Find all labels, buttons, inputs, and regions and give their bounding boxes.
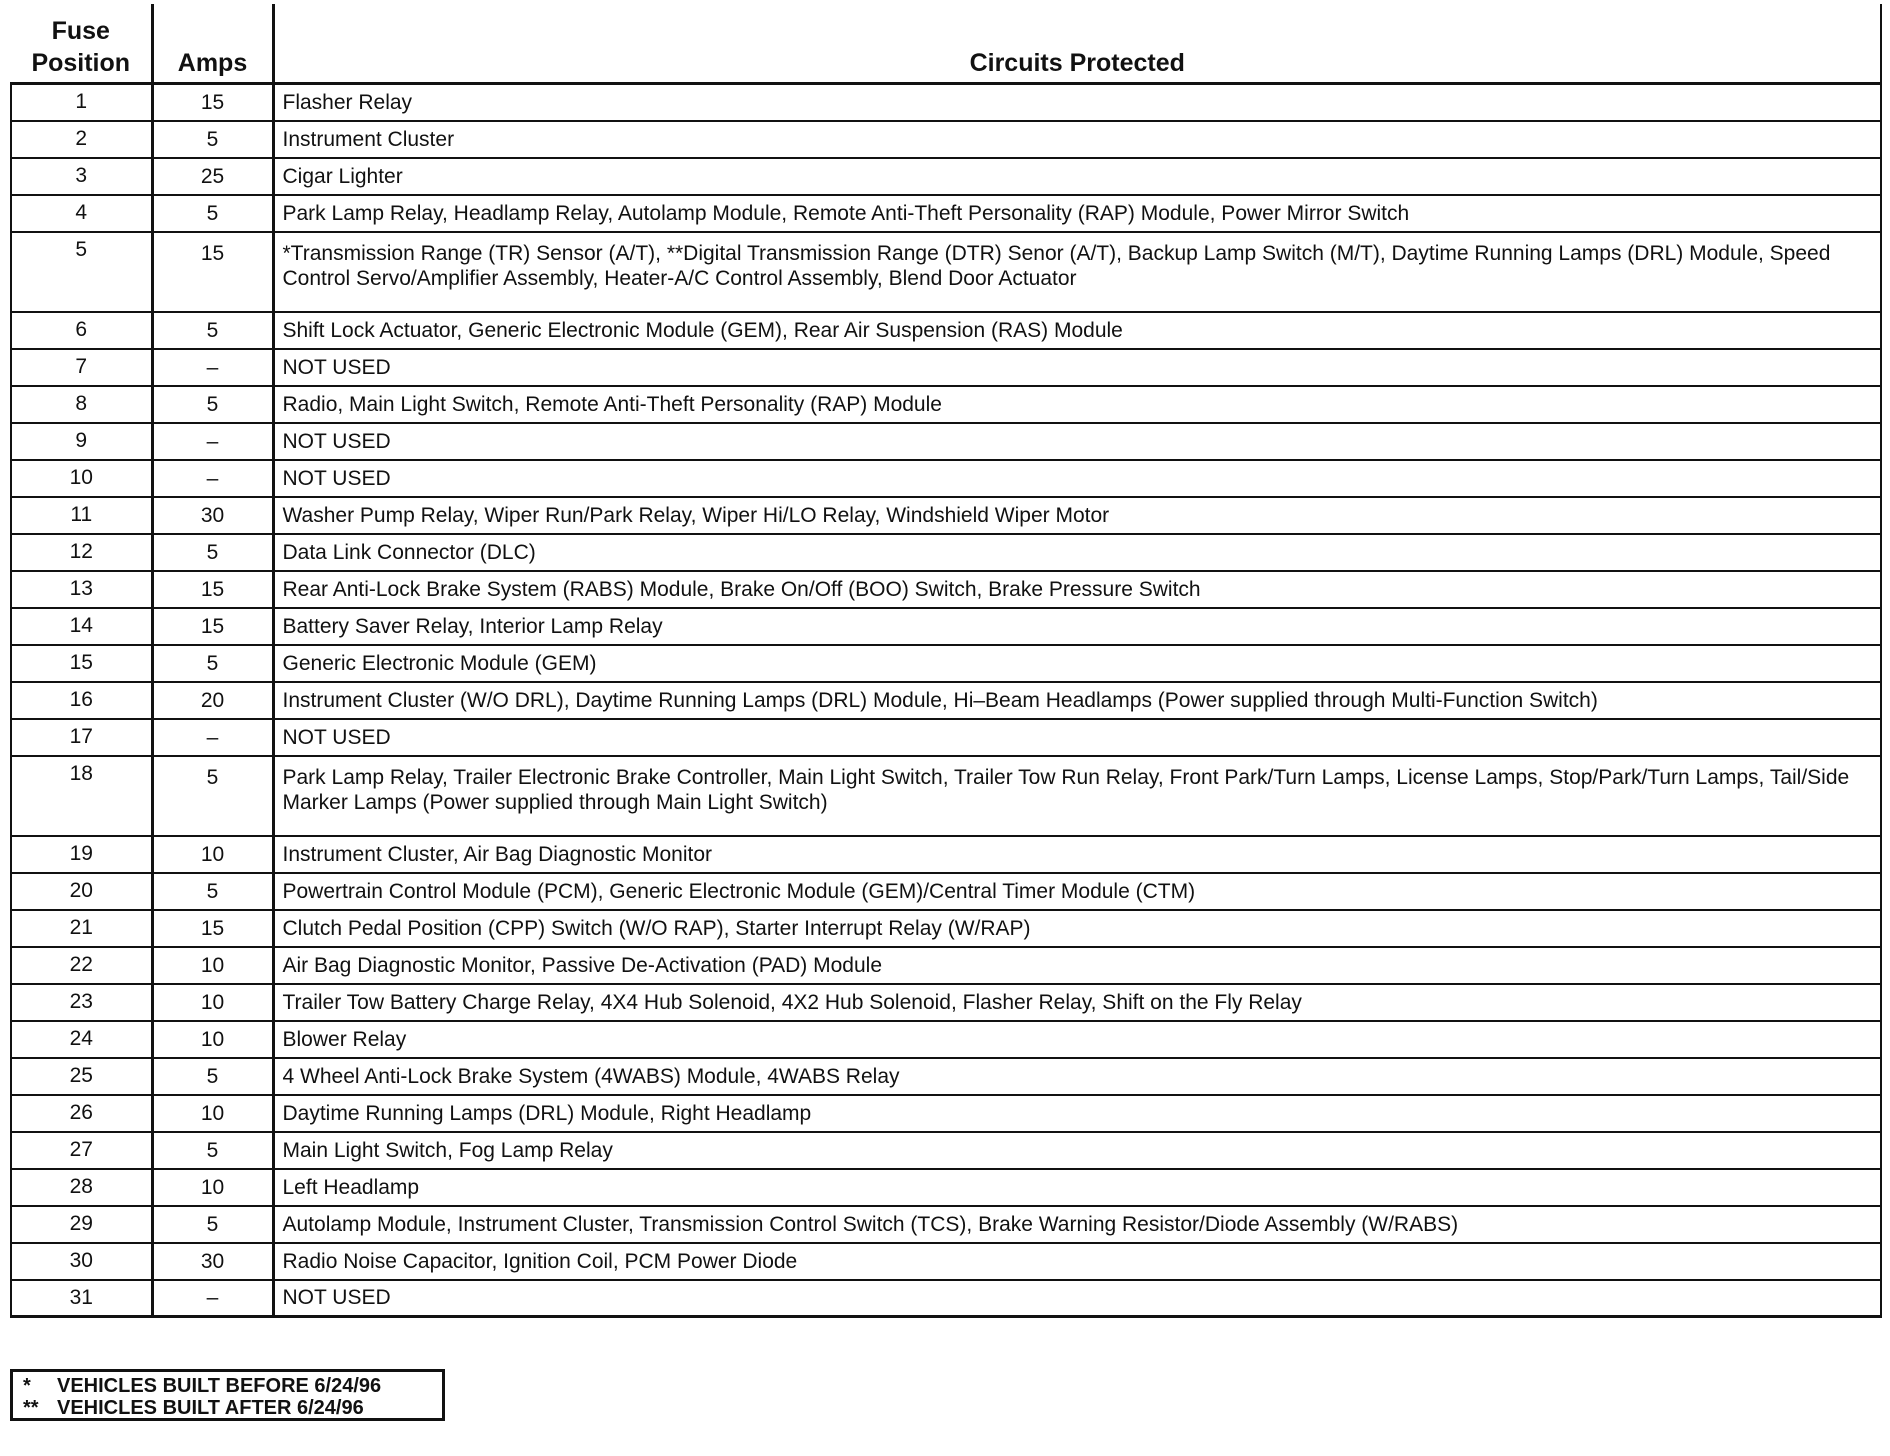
table-row bbox=[11, 1095, 1881, 1132]
table-row bbox=[11, 719, 1881, 756]
table-row bbox=[11, 1132, 1881, 1169]
amps-cell: 5 bbox=[152, 534, 273, 571]
table-row bbox=[11, 312, 1881, 349]
header-circuits-protected: Circuits Protected bbox=[273, 4, 1881, 84]
table-row bbox=[11, 682, 1881, 719]
amps-cell: – bbox=[152, 719, 273, 756]
fuse-position-cell: 27 bbox=[11, 1132, 152, 1169]
circuits-cell: Air Bag Diagnostic Monitor, Passive De-Activation (PAD) Module bbox=[273, 947, 1881, 984]
table-row bbox=[11, 1021, 1881, 1058]
circuits-cell: Shift Lock Actuator, Generic Electronic Module (GEM), Rear Air Suspension (RAS) Module bbox=[273, 312, 1881, 349]
table-row bbox=[11, 1206, 1881, 1243]
table-row bbox=[11, 84, 1881, 121]
table-row bbox=[11, 873, 1881, 910]
amps-cell: – bbox=[152, 1280, 273, 1317]
amps-cell: 5 bbox=[152, 1206, 273, 1243]
legend-item bbox=[23, 1375, 432, 1397]
circuits-cell: Park Lamp Relay, Trailer Electronic Brake Controller, Main Light Switch, Trailer Tow Run Relay, Front Park/Turn Lamps, License Lamps, Stop/Park/Turn Lamps, Tail/Side Marker Lamps (Power supplied through Main Light Switch) bbox=[273, 756, 1881, 836]
table-row bbox=[11, 158, 1881, 195]
table-row bbox=[11, 423, 1881, 460]
circuits-cell: Powertrain Control Module (PCM), Generic Electronic Module (GEM)/Central Timer Module (CTM) bbox=[273, 873, 1881, 910]
circuits-cell: Instrument Cluster, Air Bag Diagnostic Monitor bbox=[273, 836, 1881, 873]
table-row bbox=[11, 984, 1881, 1021]
fuse-position-cell: 2 bbox=[11, 121, 152, 158]
circuits-cell: 4 Wheel Anti-Lock Brake System (4WABS) Module, 4WABS Relay bbox=[273, 1058, 1881, 1095]
fuse-position-cell: 31 bbox=[11, 1280, 152, 1317]
circuits-cell: Battery Saver Relay, Interior Lamp Relay bbox=[273, 608, 1881, 645]
legend-text: VEHICLES BUILT AFTER 6/24/96 bbox=[57, 1397, 364, 1419]
amps-cell: 5 bbox=[152, 312, 273, 349]
legend-text: VEHICLES BUILT BEFORE 6/24/96 bbox=[57, 1375, 382, 1397]
amps-cell: 10 bbox=[152, 1021, 273, 1058]
circuits-cell: Data Link Connector (DLC) bbox=[273, 534, 1881, 571]
fuse-position-cell: 16 bbox=[11, 682, 152, 719]
circuits-cell: Rear Anti-Lock Brake System (RABS) Module, Brake On/Off (BOO) Switch, Brake Pressure Switch bbox=[273, 571, 1881, 608]
fuse-position-cell: 28 bbox=[11, 1169, 152, 1206]
fuse-position-cell: 25 bbox=[11, 1058, 152, 1095]
amps-cell: 5 bbox=[152, 386, 273, 423]
circuits-cell: NOT USED bbox=[273, 423, 1881, 460]
circuits-cell: Radio Noise Capacitor, Ignition Coil, PCM Power Diode bbox=[273, 1243, 1881, 1280]
footnote-legend bbox=[10, 1369, 445, 1421]
table-row bbox=[11, 349, 1881, 386]
circuits-cell: Clutch Pedal Position (CPP) Switch (W/O RAP), Starter Interrupt Relay (W/RAP) bbox=[273, 910, 1881, 947]
fuse-table-body bbox=[11, 84, 1881, 1317]
amps-cell: 10 bbox=[152, 984, 273, 1021]
table-row bbox=[11, 645, 1881, 682]
fuse-position-cell: 8 bbox=[11, 386, 152, 423]
circuits-cell: Generic Electronic Module (GEM) bbox=[273, 645, 1881, 682]
fuse-position-cell: 3 bbox=[11, 158, 152, 195]
fuse-position-cell: 18 bbox=[11, 756, 152, 836]
circuits-cell: Instrument Cluster (W/O DRL), Daytime Running Lamps (DRL) Module, Hi–Beam Headlamps (Power supplied through Multi-Function Switch) bbox=[273, 682, 1881, 719]
amps-cell: – bbox=[152, 423, 273, 460]
circuits-cell: Autolamp Module, Instrument Cluster, Transmission Control Switch (TCS), Brake Warning Resistor/Diode Assembly (W/RABS) bbox=[273, 1206, 1881, 1243]
amps-cell: 5 bbox=[152, 756, 273, 836]
amps-cell: 5 bbox=[152, 1058, 273, 1095]
legend-mark: * bbox=[23, 1375, 31, 1397]
table-row bbox=[11, 756, 1881, 836]
legend-item bbox=[23, 1397, 432, 1419]
table-row bbox=[11, 836, 1881, 873]
amps-cell: 10 bbox=[152, 1169, 273, 1206]
amps-cell: 5 bbox=[152, 873, 273, 910]
fuse-position-cell: 30 bbox=[11, 1243, 152, 1280]
fuse-position-cell: 17 bbox=[11, 719, 152, 756]
table-row bbox=[11, 1243, 1881, 1280]
amps-cell: 10 bbox=[152, 1095, 273, 1132]
fuse-position-cell: 20 bbox=[11, 873, 152, 910]
fuse-position-cell: 24 bbox=[11, 1021, 152, 1058]
fuse-position-cell: 14 bbox=[11, 608, 152, 645]
amps-cell: 5 bbox=[152, 1132, 273, 1169]
amps-cell: 25 bbox=[152, 158, 273, 195]
amps-cell: 15 bbox=[152, 571, 273, 608]
fuse-position-cell: 23 bbox=[11, 984, 152, 1021]
circuits-cell: Radio, Main Light Switch, Remote Anti-Theft Personality (RAP) Module bbox=[273, 386, 1881, 423]
table-row bbox=[11, 386, 1881, 423]
header-row bbox=[11, 4, 1881, 84]
circuits-cell: Daytime Running Lamps (DRL) Module, Right Headlamp bbox=[273, 1095, 1881, 1132]
legend-mark: ** bbox=[23, 1397, 39, 1419]
table-row bbox=[11, 534, 1881, 571]
fuse-position-cell: 7 bbox=[11, 349, 152, 386]
amps-cell: 5 bbox=[152, 121, 273, 158]
fuse-position-cell: 6 bbox=[11, 312, 152, 349]
amps-cell: 30 bbox=[152, 497, 273, 534]
circuits-cell: *Transmission Range (TR) Sensor (A/T), **Digital Transmission Range (DTR) Senor (A/T), Backup Lamp Switch (M/T), Daytime Running Lamps (DRL) Module, Speed Control Servo/Amplifier Assembly, Heater-A/C Control Assembly, Blend Door Actuator bbox=[273, 232, 1881, 312]
circuits-cell: Main Light Switch, Fog Lamp Relay bbox=[273, 1132, 1881, 1169]
fuse-position-cell: 12 bbox=[11, 534, 152, 571]
amps-cell: 20 bbox=[152, 682, 273, 719]
amps-cell: 10 bbox=[152, 947, 273, 984]
table-row bbox=[11, 1169, 1881, 1206]
circuits-cell: NOT USED bbox=[273, 349, 1881, 386]
table-row bbox=[11, 121, 1881, 158]
amps-cell: 15 bbox=[152, 232, 273, 312]
circuits-cell: NOT USED bbox=[273, 1280, 1881, 1317]
amps-cell: 15 bbox=[152, 608, 273, 645]
circuits-cell: Blower Relay bbox=[273, 1021, 1881, 1058]
fuse-position-cell: 11 bbox=[11, 497, 152, 534]
circuits-cell: Park Lamp Relay, Headlamp Relay, Autolamp Module, Remote Anti-Theft Personality (RAP) Module, Power Mirror Switch bbox=[273, 195, 1881, 232]
table-row bbox=[11, 910, 1881, 947]
amps-cell: 15 bbox=[152, 910, 273, 947]
fuse-position-cell: 29 bbox=[11, 1206, 152, 1243]
fuse-position-cell: 10 bbox=[11, 460, 152, 497]
table-row bbox=[11, 195, 1881, 232]
amps-cell: 10 bbox=[152, 836, 273, 873]
fuse-position-cell: 5 bbox=[11, 232, 152, 312]
amps-cell: 5 bbox=[152, 195, 273, 232]
table-row bbox=[11, 608, 1881, 645]
amps-cell: – bbox=[152, 349, 273, 386]
table-row bbox=[11, 497, 1881, 534]
fuse-position-cell: 21 bbox=[11, 910, 152, 947]
amps-cell: 5 bbox=[152, 645, 273, 682]
circuits-cell: Cigar Lighter bbox=[273, 158, 1881, 195]
circuits-cell: Trailer Tow Battery Charge Relay, 4X4 Hub Solenoid, 4X2 Hub Solenoid, Flasher Relay, Shift on the Fly Relay bbox=[273, 984, 1881, 1021]
circuits-cell: NOT USED bbox=[273, 719, 1881, 756]
circuits-cell: Washer Pump Relay, Wiper Run/Park Relay, Wiper Hi/LO Relay, Windshield Wiper Motor bbox=[273, 497, 1881, 534]
amps-cell: 15 bbox=[152, 84, 273, 121]
table-row bbox=[11, 947, 1881, 984]
header-amps: Amps bbox=[152, 4, 273, 84]
fuse-position-cell: 19 bbox=[11, 836, 152, 873]
fuse-table bbox=[10, 4, 1882, 1318]
table-row bbox=[11, 1058, 1881, 1095]
fuse-position-cell: 26 bbox=[11, 1095, 152, 1132]
fuse-position-cell: 15 bbox=[11, 645, 152, 682]
table-row bbox=[11, 460, 1881, 497]
amps-cell: 30 bbox=[152, 1243, 273, 1280]
circuits-cell: Left Headlamp bbox=[273, 1169, 1881, 1206]
fuse-position-cell: 9 bbox=[11, 423, 152, 460]
fuse-position-cell: 1 bbox=[11, 84, 152, 121]
table-row bbox=[11, 232, 1881, 312]
fuse-position-cell: 13 bbox=[11, 571, 152, 608]
amps-cell: – bbox=[152, 460, 273, 497]
header-fuse-position: Fuse Position bbox=[11, 4, 152, 84]
circuits-cell: NOT USED bbox=[273, 460, 1881, 497]
table-row bbox=[11, 1280, 1881, 1317]
fuse-position-cell: 22 bbox=[11, 947, 152, 984]
fuse-position-cell: 4 bbox=[11, 195, 152, 232]
circuits-cell: Instrument Cluster bbox=[273, 121, 1881, 158]
circuits-cell: Flasher Relay bbox=[273, 84, 1881, 121]
table-row bbox=[11, 571, 1881, 608]
